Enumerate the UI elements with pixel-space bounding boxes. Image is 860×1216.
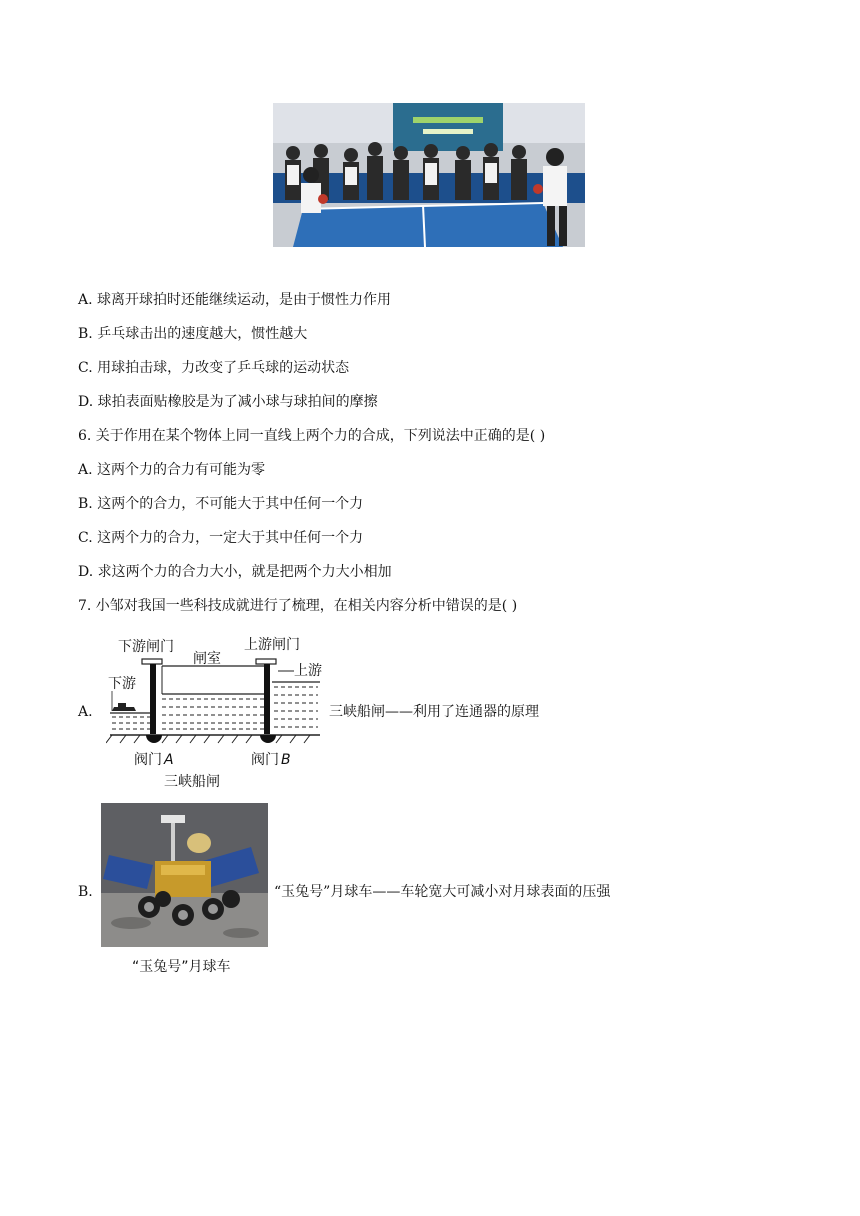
- q7-stem: 7. 小邹对我国一些科技成就进行了梳理，在相关内容分析中错误的是( ): [78, 598, 518, 614]
- label-upstream-gate: 上游闸门: [244, 637, 300, 653]
- label-valve-b-prefix: 阀门: [251, 752, 279, 768]
- label-upstream: 上游: [294, 663, 322, 679]
- q5-option-b: B. 乒乓球击出的速度越大，惯性越大: [78, 326, 308, 342]
- rover-caption: “玉兔号”月球车: [132, 959, 231, 975]
- q6-option-b: B. 这两个的合力，不可能大于其中任何一个力: [78, 496, 364, 512]
- label-valve-a-letter: A: [164, 752, 174, 768]
- q7-option-a-letter: A.: [78, 704, 93, 720]
- q5-option-c: C. 用球拍击球，力改变了乒乓球的运动状态: [78, 360, 350, 376]
- label-downstream-gate: 下游闸门: [118, 639, 174, 655]
- yutu-rover-image: [101, 803, 268, 947]
- q6-option-a: A. 这两个力的合力有可能为零: [78, 462, 266, 478]
- label-downstream: 下游: [108, 676, 136, 692]
- q5-option-d: D. 球拍表面贴橡胶是为了减小球与球拍间的摩擦: [78, 394, 378, 410]
- q7-option-b-description: “玉兔号”月球车——车轮宽大可减小对月球表面的压强: [274, 884, 611, 900]
- label-valve-b-letter: B: [281, 752, 291, 768]
- q6-stem: 6. 关于作用在某个物体上同一直线上两个力的合成，下列说法中正确的是( ): [78, 428, 546, 444]
- ship-lock-diagram: [106, 631, 330, 791]
- table-tennis-photo: [273, 103, 585, 247]
- diagram-caption: 三峡船闸: [164, 774, 220, 790]
- q7-option-b-letter: B.: [78, 884, 93, 900]
- q5-option-a: A. 球离开球拍时还能继续运动，是由于惯性力作用: [78, 292, 392, 308]
- label-valve-a-prefix: 阀门: [134, 752, 162, 768]
- q6-option-c: C. 这两个力的合力，一定大于其中任何一个力: [78, 530, 364, 546]
- q7-option-a-description: 三峡船闸——利用了连通器的原理: [329, 704, 539, 720]
- q6-option-d: D. 求这两个力的合力大小，就是把两个力大小相加: [78, 564, 392, 580]
- label-chamber: 闸室: [193, 651, 221, 667]
